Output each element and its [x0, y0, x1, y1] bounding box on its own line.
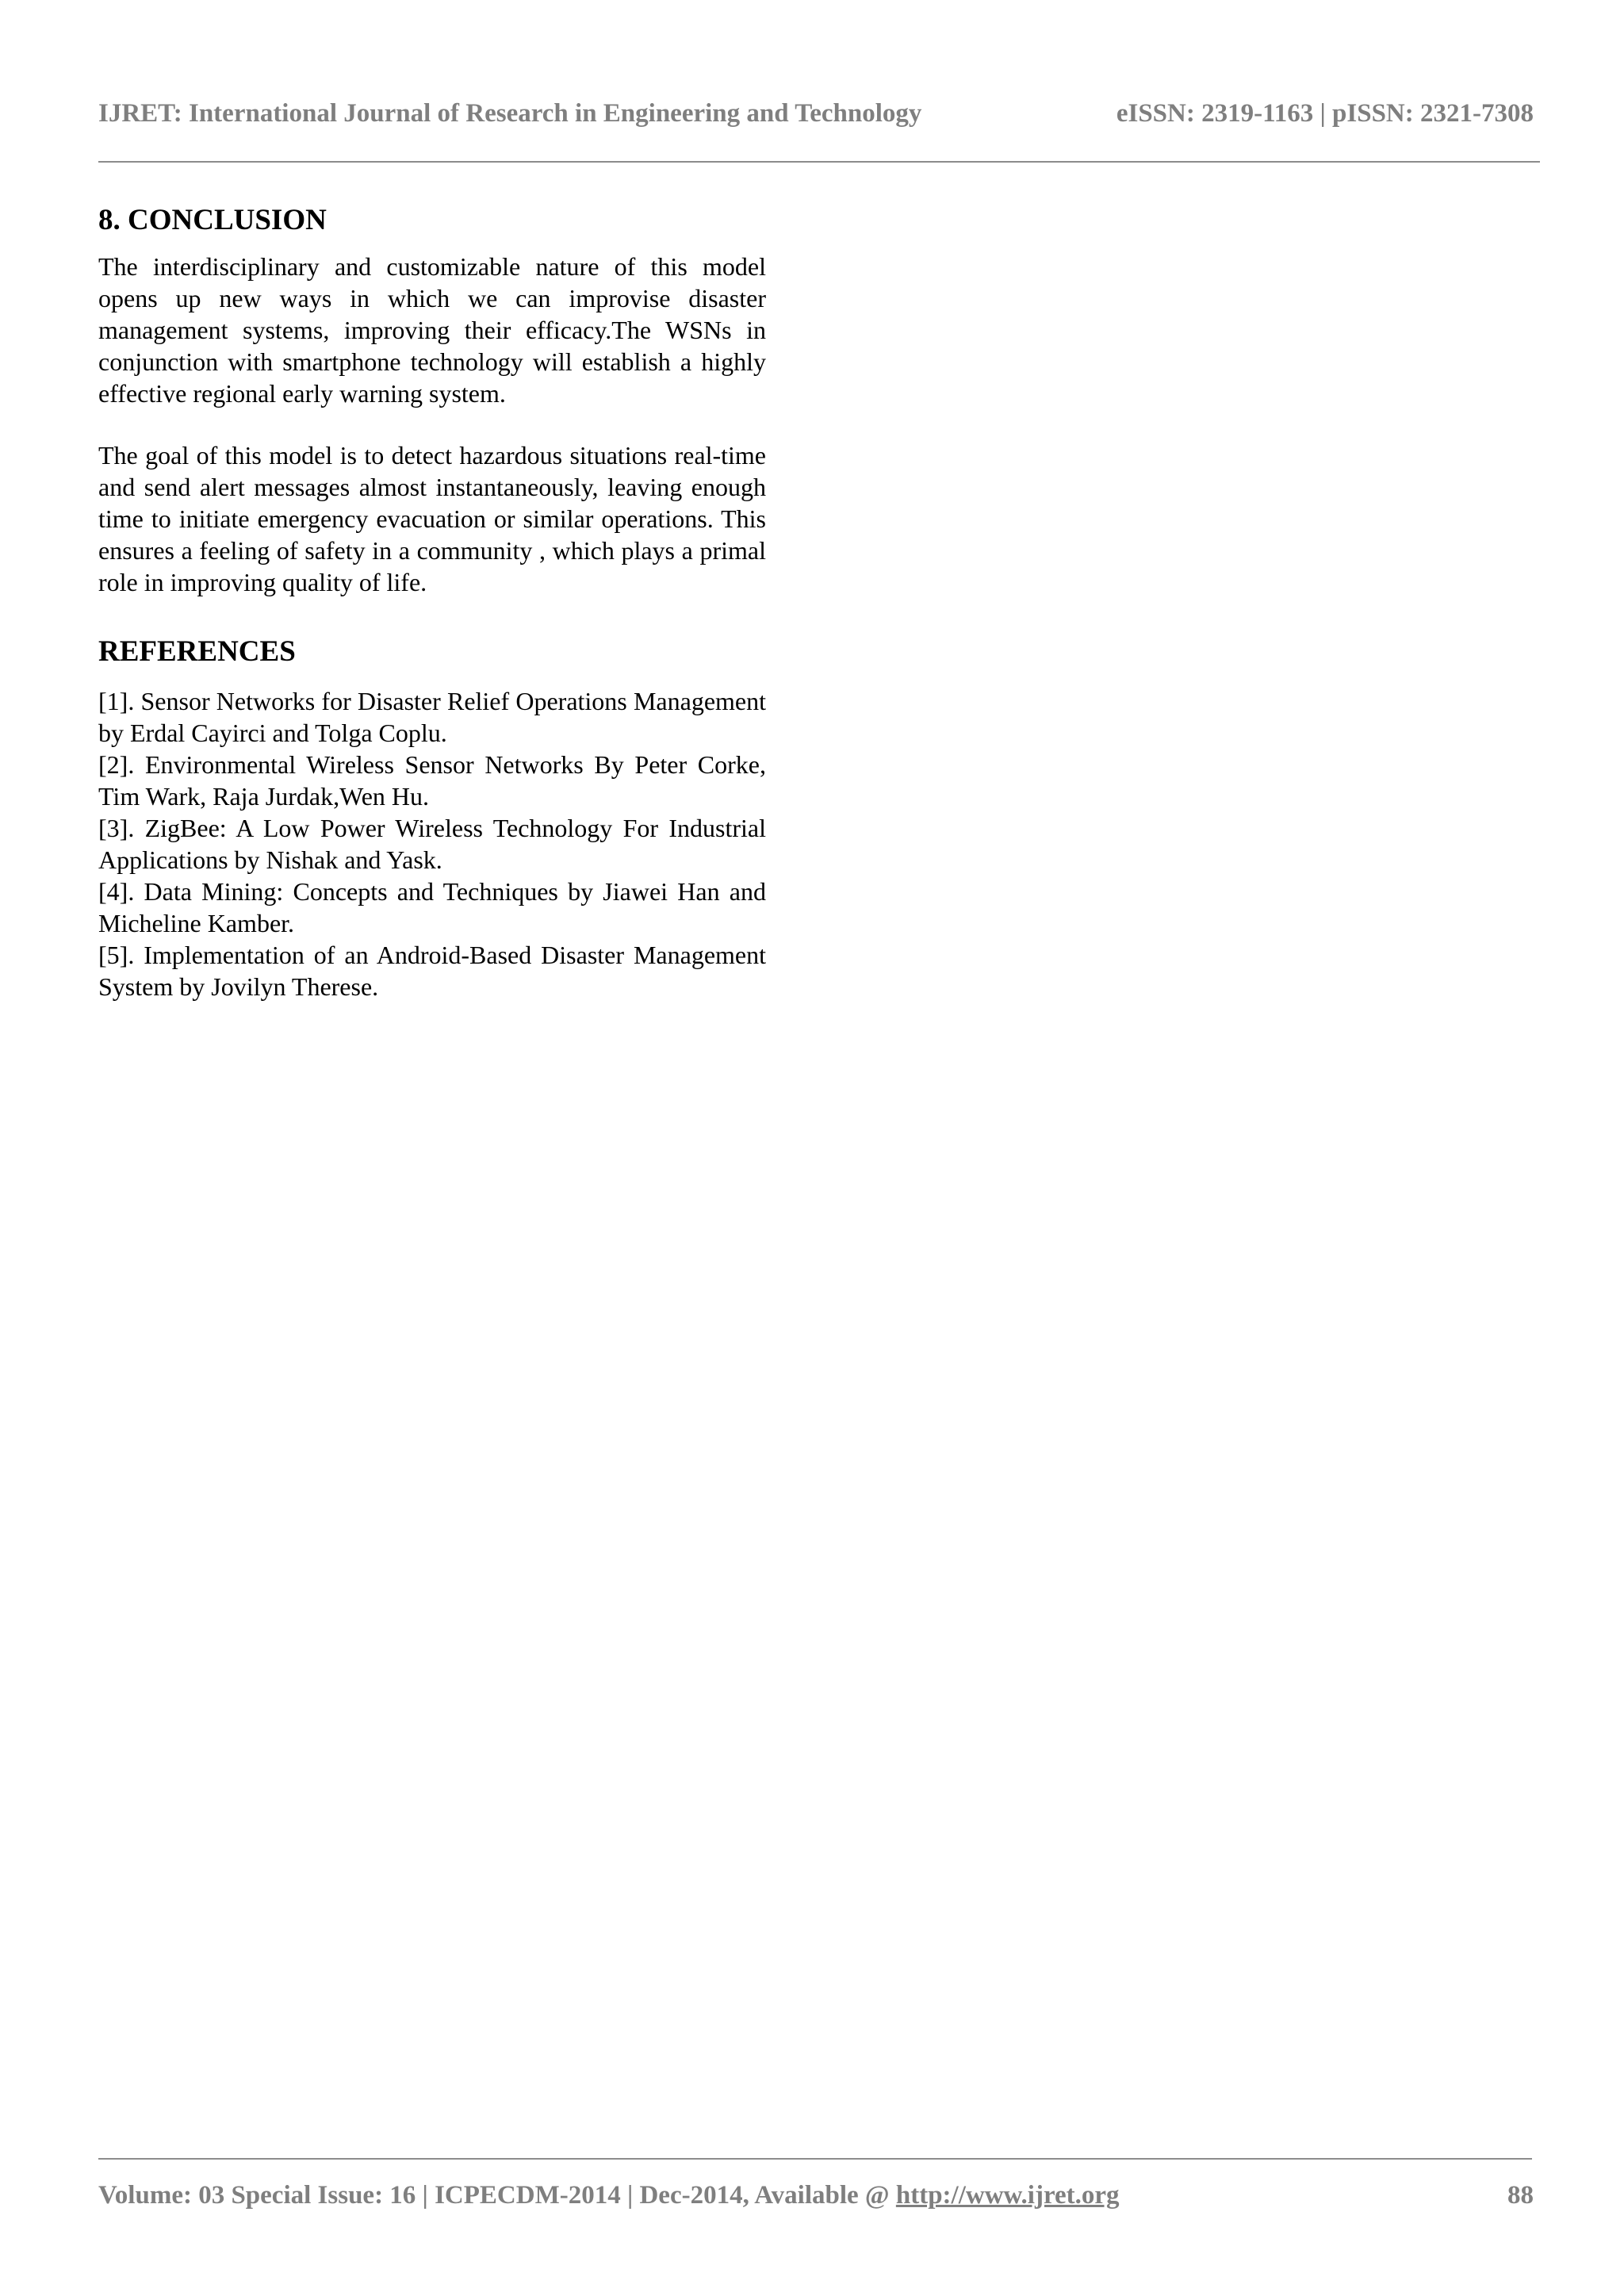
running-footer [98, 2177, 1534, 2214]
page-number: 88 [1507, 2181, 1534, 2210]
reference-item: [4]. Data Mining: Concepts and Techniques by Jiawei Han and Micheline Kamber. [98, 877, 766, 937]
section-heading-conclusion: 8. CONCLUSION [98, 204, 327, 236]
reference-item: [1]. Sensor Networks for Disaster Relief Operations Management by Erdal Cayirci and Tolga Coplu. [98, 687, 766, 747]
footer-volume-info [98, 2177, 1120, 2214]
conclusion-paragraph-1: The interdisciplinary and customizable nature of this model opens up new ways in which we can improvise disaster management systems, improving their efficacy.The WSNs in conjunction with smartphone technology will establish a highly effective regional early warning system. [98, 252, 766, 408]
header-divider [98, 161, 1540, 163]
reference-item: [5]. Implementation of an Android-Based Disaster Management System by Jovilyn Therese. [98, 941, 766, 1001]
references-section [98, 633, 766, 1002]
journal-website-link[interactable]: http://www.ijret.org [895, 2181, 1120, 2210]
left-column [98, 201, 766, 1002]
journal-title: IJRET: International Journal of Research in Engineering and Technology [98, 99, 922, 128]
reference-list [98, 685, 766, 1002]
footer-text: Volume: 03 Special Issue: 16 | ICPECDM-2014 | Dec-2014, Available @ [98, 2181, 896, 2210]
conclusion-section [98, 201, 766, 598]
conclusion-paragraph-2: The goal of this model is to detect hazardous situations real-time and send alert messages almost instantaneously, leaving enough time to initiate emergency evacuation or similar operations. This ensures a feeling of safety in a community , which plays a primal role in improving quality of life. [98, 441, 766, 596]
section-heading-references: REFERENCES [98, 635, 296, 668]
running-header [98, 95, 1534, 132]
footer-divider [98, 2158, 1532, 2160]
reference-item: [2]. Environmental Wireless Sensor Networks By Peter Corke, Tim Wark, Raja Jurdak,Wen Hu. [98, 750, 766, 811]
reference-item: [3]. ZigBee: A Low Power Wireless Technology For Industrial Applications by Nishak and Yask. [98, 814, 766, 874]
issn-info: eISSN: 2319-1163 | pISSN: 2321-7308 [1116, 99, 1534, 128]
